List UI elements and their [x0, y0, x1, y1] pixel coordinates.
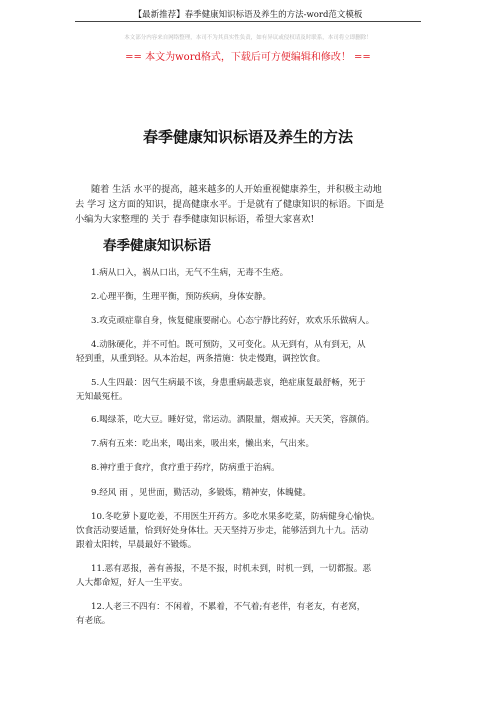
list-item-continuation: 有老底。: [76, 616, 111, 626]
list-item: [91, 437, 421, 451]
list-item: [91, 266, 421, 280]
list-item-continuation: 无知最冤枉。: [76, 392, 128, 402]
list-item-text: 6.喝绿茶，吃大豆。睡好觉，常运动。酒限量，烟戒掉。天天笑，容颜俏。: [91, 415, 375, 425]
list-item-continuation: 轻到重，从重到轻。从本治起，两条措施：快走慢跑，调控饮食。: [76, 354, 326, 364]
document-title: 春季健康知识标语及养生的方法: [142, 128, 353, 146]
list-item: [91, 413, 421, 427]
intro-line: 随着 生活 水平的提高，越来越多的人开始重视健康养生，并积极主动地: [91, 184, 382, 195]
list-item: [91, 290, 421, 304]
list-item-text: 5.人生四最：因气生病最不该，身患重病最悲哀，绝症康复最舒畅，死于: [91, 378, 366, 388]
list-item: [76, 600, 421, 628]
list-item-continuation: 跟着太阳转，早晨最好不锻炼。: [76, 540, 197, 550]
list-item: [76, 338, 421, 366]
page-header-title: 【最新推荐】春季健康知识标语及养生的方法-word范文模板: [133, 10, 363, 20]
intro-line: 去 学习 这方面的知识，提高健康水平。于是就有了健康知识的标语。下面是: [75, 199, 385, 210]
list-item: [76, 510, 421, 552]
list-item: [76, 376, 421, 404]
list-item-text: 9.经风 雨 ，见世面，勤活动，多锻炼，精神安，体魄健。: [91, 488, 311, 498]
list-item-text: 12.人老三不四有：不闲着，不累着，不气着;有老伴，有老友，有老窝，: [91, 602, 366, 612]
list-item-text: 3.攻克顽症靠自身，恢复健康要耐心。心态宁静比药好，欢欢乐乐做病人。: [91, 316, 375, 326]
list-item: [76, 562, 421, 590]
section-heading: 春季健康知识标语: [103, 238, 211, 254]
list-item-text: 8.神疗重于食疗，食疗重于药疗，防病重于治病。: [91, 463, 280, 473]
editable-format-banner: == 本文为word格式，下载后可方便编辑和修改！ ==: [125, 52, 371, 63]
list-item-text: 4.动脉硬化，并不可怕。既可预防，又可变化。从无到有，从有到无，从: [91, 340, 366, 350]
list-item-text: 1.病从口入，祸从口出，无气不生病，无毒不生疮。: [91, 268, 289, 278]
list-item-text: 11.恶有恶报，善有善报，不是不报，时机未到，时机一到，一切都报。恶: [91, 564, 372, 574]
header-divider: [75, 21, 421, 22]
list-item-text: 7.病有五来：吃出来，喝出来，吸出来，懒出来，气出来。: [91, 439, 315, 449]
list-item: [91, 314, 421, 328]
intro-line: 小编为大家整理的 关于 春季健康知识标语，希望大家喜欢!: [75, 214, 315, 225]
list-item: [91, 461, 421, 475]
list-item: [91, 486, 421, 500]
list-item-continuation: 人大都命短，好人一生平安。: [76, 578, 188, 588]
copyright-notice: 本文部分内容来自网络整理，本司不为其真实性负责，如有异议或侵权请及时联系，本司将立即删除！: [124, 35, 372, 41]
list-item-text: 2.心理平衡，生理平衡，预防疾病，身体安静。: [91, 292, 272, 302]
list-item-text: 10.冬吃萝卜夏吃姜，不用医生开药方。多吃水果多吃菜，防病健身心愉快。: [91, 512, 380, 522]
list-item-continuation: 饮食活动要适量，恰到好处身体壮。天天坚持万步走，能够活到九十九。活动: [76, 526, 369, 536]
intro-paragraph: [75, 182, 395, 227]
